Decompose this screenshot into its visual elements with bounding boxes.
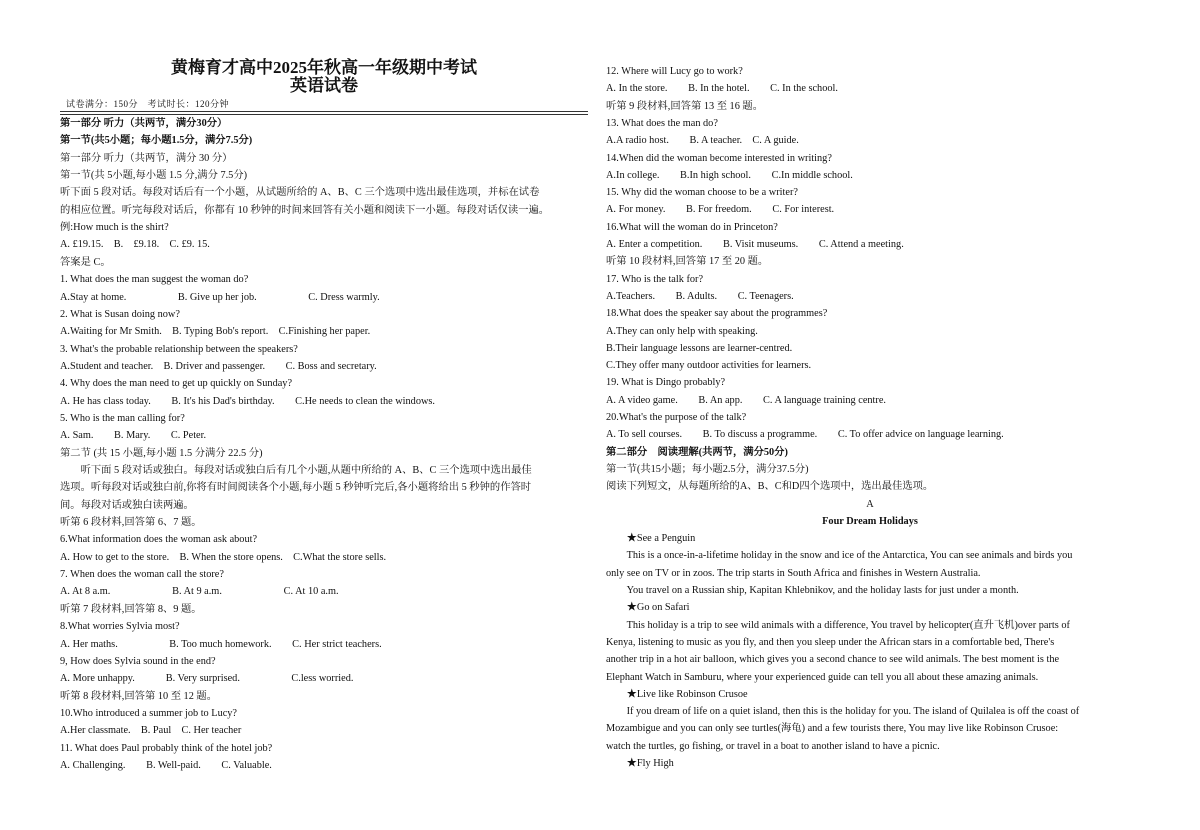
text-line: 的相应位置。听完每段对话后，你都有 10 秒钟的时间来回答有关小题和阅读下一小题。每段对话仅读一遍。 <box>60 204 550 216</box>
text-line: 阅读下列短文，从每题所给的A、B、C和D四个选项中，选出最佳选项。 <box>606 481 934 493</box>
text-line: 第一部分 听力（共两节，满分30分） <box>60 118 228 129</box>
text-line: A. A video game. B. An app. C. A language training centre. <box>606 394 886 406</box>
text-line: Kenya, listening to music as you fly, and then you sleep under the African stars in a comfortable bed, There's <box>606 636 1055 648</box>
text-line: 13. What does the man do? <box>606 117 718 129</box>
text-line: You travel on a Russian ship, Kapitan Khlebnikov, and the holiday lasts for just under a month. <box>606 585 1019 596</box>
text-line: 第一部分 听力（共两节，满分 30 分） <box>60 152 233 164</box>
text-line: 听第 8 段材料,回答第 10 至 12 题。 <box>60 690 218 702</box>
text-line: This holiday is a trip to see wild animals with a difference, You travel by helicopter(直升飞机)over parts of <box>606 619 1070 631</box>
exam-subtitle: 英语试卷 <box>290 76 358 95</box>
text-line: 第一节(共15小题；每小题2.5分，满分37.5分) <box>606 463 809 475</box>
text-line: 8.What worries Sylvia most? <box>60 621 180 633</box>
text-line: 听第 10 段材料,回答第 17 至 20 题。 <box>606 256 769 268</box>
text-line: A.Her classmate. B. Paul C. Her teacher <box>60 725 242 737</box>
text-line: 12. Where will Lucy go to work? <box>606 66 743 77</box>
exam-title: 黄梅育才高中2025年秋高一年级期中考试 <box>171 58 477 77</box>
text-line: 16.What will the woman do in Princeton? <box>606 221 778 233</box>
text-line: A.Teachers. B. Adults. C. Teenagers. <box>606 290 794 302</box>
text-line: ★See a Penguin <box>606 533 696 545</box>
text-line: 间。每段对话或独白读两遍。 <box>60 499 194 511</box>
text-line: A. £19.15. B. £9.18. C. £9. 15. <box>60 239 210 251</box>
text-line: 1. What does the man suggest the woman do? <box>60 274 249 286</box>
text-line: A.Stay at home. B. Give up her job. C. Dress warmly. <box>60 291 380 303</box>
exam-meta: 试卷满分：150分 考试时长：120分钟 <box>66 99 230 109</box>
text-line: 例:How much is the shirt? <box>60 222 169 234</box>
text-line: A. Her maths. B. Too much homework. C. Her strict teachers. <box>60 638 382 650</box>
text-line: 答案是 C。 <box>60 256 111 268</box>
text-line: A. Sam. B. Mary. C. Peter. <box>60 430 207 442</box>
text-line: A.A radio host. B. A teacher. C. A guide. <box>606 135 799 147</box>
text-line: 20.What's the purpose of the talk? <box>606 412 747 423</box>
text-line: watch the turtles, go fishing, or travel in a boat to another island to have a picnic. <box>606 740 940 752</box>
text-line: 第二部分 阅读理解(共两节，满分50分) <box>606 446 788 458</box>
text-line: 18.What does the speaker say about the programmes? <box>606 308 828 320</box>
text-line: 选项。听每段对话或独白前,你将有时间阅读各个小题,每小题 5 秒钟听完后,各小题将给出 5 秒钟的作答时 <box>60 482 532 494</box>
text-line: 10.Who introduced a summer job to Lucy? <box>60 707 238 719</box>
text-line: A.In college. B.In high school. C.In middle school. <box>606 169 853 181</box>
text-line: Mozambigue and you can only see turtles(海龟) and a few tourists there, You may live like Robinson Crusoe: <box>606 723 1059 735</box>
text-line: 听第 7 段材料,回答第 8、9 题。 <box>60 603 202 615</box>
text-line: ★Fly High <box>606 758 674 769</box>
header-rule <box>60 111 588 112</box>
text-line: 17. Who is the talk for? <box>606 273 704 285</box>
text-line: A. For money. B. For freedom. C. For interest. <box>606 204 835 216</box>
text-line: 14.When did the woman become interested in writing? <box>606 152 832 164</box>
text-line: A. How to get to the store. B. When the store opens. C.What the store sells. <box>60 551 387 563</box>
text-line: This is a once-in-a-lifetime holiday in the snow and ice of the Antarctica, You can see animals and birds you <box>606 550 1073 562</box>
text-line: A. Challenging. B. Well-paid. C. Valuable. <box>60 759 272 771</box>
text-line: ★Go on Safari <box>606 602 690 614</box>
text-line: B.Their language lessons are learner-centred. <box>606 342 793 354</box>
text-line: Elephant Watch in Samburu, where your experienced guide can tell you all about these amazing animals. <box>606 671 1039 683</box>
text-line: 19. What is Dingo probably? <box>606 377 726 389</box>
text-line: 5. Who is the man calling for? <box>60 412 185 424</box>
text-line: A. More unhappy. B. Very surprised. C.less worried. <box>60 673 354 685</box>
text-line: A. To sell courses. B. To discuss a programme. C. To offer advice on language learning. <box>606 429 1004 441</box>
text-line: If you dream of life on a quiet island, then this is the holiday for you. The island of Quilalea is off the coast of <box>606 706 1080 718</box>
text-line: another trip in a hot air balloon, which gives you a second chance to see wild animals. The best moment is the <box>606 654 1060 666</box>
text-line: A.Waiting for Mr Smith. B. Typing Bob's report. C.Finishing her paper. <box>60 326 371 338</box>
text-line: 第一节(共 5小题,每小题 1.5 分,满分 7.5分) <box>60 170 248 182</box>
text-line: A. Enter a competition. B. Visit museums. C. Attend a meeting. <box>606 239 904 250</box>
text-line: 4. Why does the man need to get up quickly on Sunday? <box>60 378 293 390</box>
text-line: 听第 9 段材料,回答第 13 至 16 题。 <box>606 100 764 112</box>
text-line: A.They can only help with speaking. <box>606 325 758 337</box>
text-line: ★Live like Robinson Crusoe <box>606 688 748 700</box>
text-line: A.Student and teacher. B. Driver and passenger. C. Boss and secretary. <box>60 360 377 372</box>
text-line: only see on TV or in zoos. The trip starts in South Africa and finishes in Western Australia. <box>606 567 981 579</box>
text-line: 听第 6 段材料,回答第 6、7 题。 <box>60 517 202 529</box>
text-line: 9, How does Sylvia sound in the end? <box>60 655 216 667</box>
text-line: A. At 8 a.m. B. At 9 a.m. C. At 10 a.m. <box>60 586 339 598</box>
text-line: 听下面 5 段对话或独白。每段对话或独白后有几个小题,从题中所给的 A、B、C 三个选项中选出最佳 <box>60 465 532 476</box>
text-line: 11. What does Paul probably think of the hotel job? <box>60 742 273 754</box>
text-line: C.They offer many outdoor activities for learners. <box>606 360 812 372</box>
text-line: 听下面 5 段对话。每段对话后有一个小题，从试题所给的 A、B、C 三个选项中选出最佳选项，并标在试卷 <box>60 187 540 199</box>
text-line: 7. When does the woman call the store? <box>60 569 224 581</box>
text-line: 第二节 (共 15 小题,每小题 1.5 分满分 22.5 分) <box>60 447 263 459</box>
text-line: 2. What is Susan doing now? <box>60 308 180 320</box>
text-line: A. He has class today. B. It's his Dad's birthday. C.He needs to clean the windows. <box>60 395 436 407</box>
text-line: 第一节(共5小题；每小题1.5分，满分7.5分) <box>60 135 253 147</box>
text-line: Four Dream Holidays <box>822 515 918 527</box>
text-line: 3. What's the probable relationship between the speakers? <box>60 343 298 355</box>
text-line: 15. Why did the woman choose to be a writer? <box>606 187 798 199</box>
text-line: 6.What information does the woman ask about? <box>60 534 258 546</box>
text-line: A <box>866 498 874 510</box>
text-line: A. In the store. B. In the hotel. C. In the school. <box>606 83 838 95</box>
header-rule-second <box>60 114 588 115</box>
